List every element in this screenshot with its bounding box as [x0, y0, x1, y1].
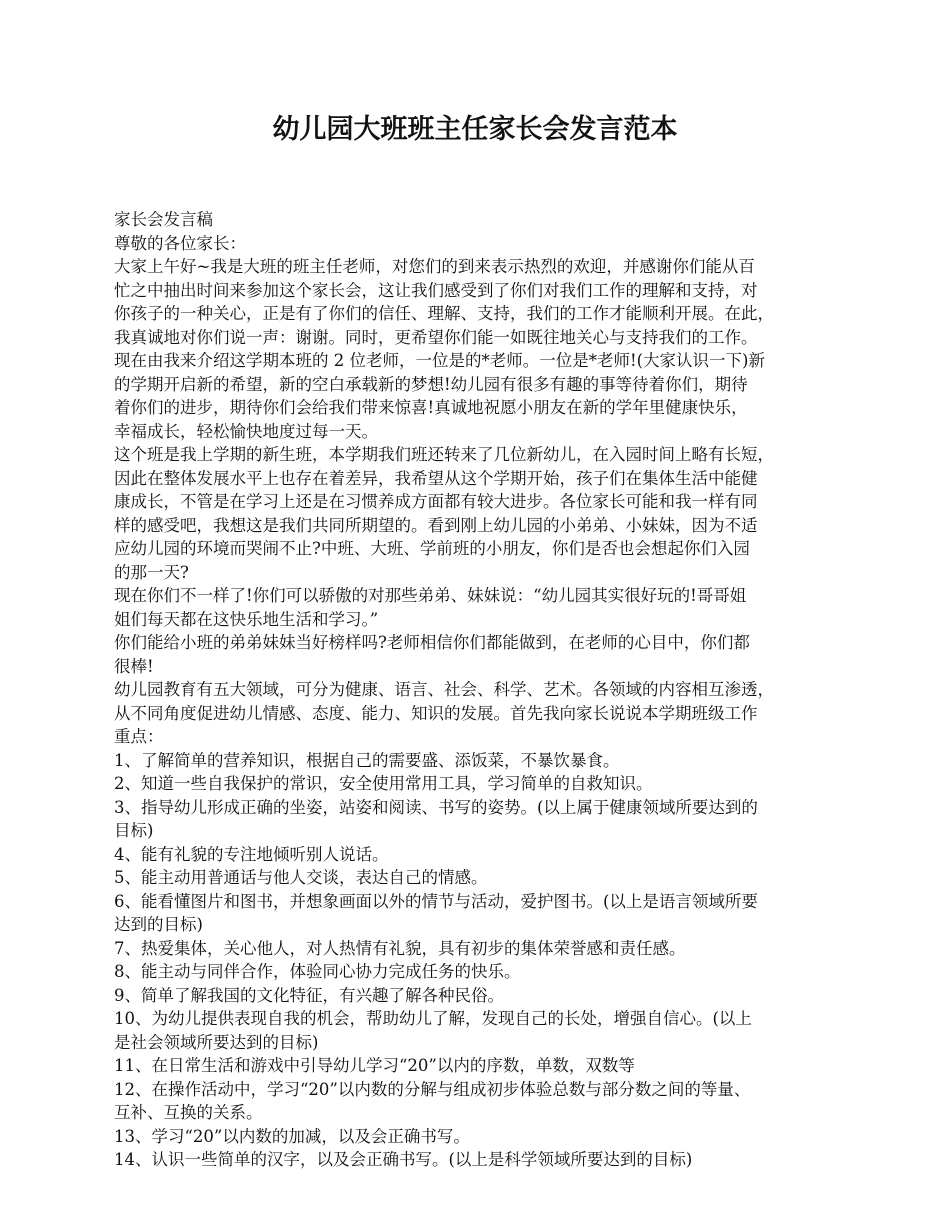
body-line: 14、认识一些简单的汉字，以及会正确书写。(以上是科学领域所要达到的目标): [114, 1150, 693, 1169]
body-line: 你孩子的一种关心，正是有了你们的信任、理解、支持，我们的工作才能顺利开展。在此，: [114, 304, 774, 323]
body-line: 现在由我来介绍这学期本班的 2 位老师，一位是的*老师。一位是*老师!(大家认识一下)新: [114, 351, 765, 370]
body-line: 11、在日常生活和游戏中引导幼儿学习“20”以内的序数，单数，双数等: [114, 1056, 635, 1075]
body-line: 目标): [114, 821, 154, 840]
body-line: 2、知道一些自我保护的常识，安全使用常用工具，学习简单的自救知识。: [114, 774, 653, 793]
body-line: 10、为幼儿提供表现自我的机会，帮助幼儿了解，发现自己的长处，增强自信心。(以上: [114, 1009, 752, 1028]
body-line: 这个班是我上学期的新生班，本学期我们班还转来了几位新幼儿，在入园时间上略有长短，: [114, 445, 774, 464]
body-line: 3、指导幼儿形成正确的坐姿，站姿和阅读、书写的姿势。(以上属于健康领域所要达到的: [114, 797, 758, 817]
body-line: 13、学习“20”以内数的加减，以及会正确书写。: [114, 1126, 470, 1146]
body-line: 因此在整体发展水平上也存在着差异，我希望从这个学期开始，孩子们在集体生活中能健: [114, 468, 758, 488]
body-line: 的学期开启新的希望，新的空白承载新的梦想!幼儿园有很多有趣的事等待着你们，期待: [114, 374, 748, 394]
body-line: 从不同角度促进幼儿情感、态度、能力、知识的发展。首先我向家长说说本学期班级工作: [114, 703, 758, 723]
body-line: 是社会领域所要达到的目标): [114, 1032, 319, 1052]
document-body: [114, 208, 856, 1172]
body-line: 达到的目标): [114, 915, 203, 934]
body-line: 姐们每天都在这快乐地生活和学习。”: [114, 609, 379, 629]
document-title: 幼儿园大班班主任家长会发言范本: [272, 114, 678, 145]
body-line: 4、能有礼貌的专注地倾听别人说话。: [114, 844, 389, 864]
body-line: 7、热爱集体，关心他人，对人热情有礼貌，具有初步的集体荣誉感和责任感。: [114, 938, 686, 958]
body-line: 很棒!: [114, 656, 154, 676]
body-line: 互补、互换的关系。: [114, 1103, 263, 1122]
body-line: 重点：: [114, 727, 164, 746]
body-line: 现在你们不一样了!你们可以骄傲的对那些弟弟、妹妹说：“幼儿园其实很好玩的!哥哥姐: [114, 586, 747, 605]
body-line: 家长会发言稿: [114, 210, 213, 229]
body-line: 着你们的进步，期待你们会给我们带来惊喜!真诚地祝愿小朋友在新的学年里健康快乐，: [114, 398, 748, 417]
body-line: 12、在操作活动中，学习“20”以内数的分解与组成初步体验总数与部分数之间的等量、: [114, 1079, 751, 1099]
body-line: 我真诚地对你们说一声：谢谢。同时，更希望你们能一如既往地关心与支持我们的工作。: [114, 327, 758, 347]
body-line: 9、简单了解我国的文化特征，有兴趣了解各种民俗。: [114, 985, 504, 1005]
body-line: 大家上午好~我是大班的班主任老师，对您们的到来表示热烈的欢迎，并感谢你们能从百: [114, 257, 755, 276]
body-line: 幼儿园教育有五大领域，可分为健康、语言、社会、科学、艺术。各领域的内容相互渗透，: [114, 680, 774, 699]
body-line: 你们能给小班的弟弟妹妹当好榜样吗?老师相信你们都能做到，在老师的心目中，你们都: [114, 633, 750, 652]
body-line: 康成长，不管是在学习上还是在习惯养成方面都有较大进步。各位家长可能和我一样有同: [114, 492, 758, 511]
body-line: 尊敬的各位家长：: [114, 233, 246, 253]
body-line: 应幼儿园的环境而哭闹不止?中班、大班、学前班的小朋友，你们是否也会想起你们入园: [114, 539, 750, 558]
body-line: 忙之中抽出时间来参加这个家长会，这让我们感受到了你们对我们工作的理解和支持，对: [114, 280, 758, 300]
body-line: 幸福成长，轻松愉快地度过每一天。: [114, 421, 378, 441]
body-line: 的那一天?: [114, 562, 189, 582]
body-line: 5、能主动用普通话与他人交谈，表达自己的情感。: [114, 868, 488, 887]
body-line: 8、能主动与同伴合作，体验同心协力完成任务的快乐。: [114, 962, 521, 981]
body-line: 1、了解简单的营养知识，根据自己的需要盛、添饭菜，不暴饮暴食。: [114, 750, 620, 770]
body-line: 样的感受吧，我想这是我们共同所期望的。看到刚上幼儿园的小弟弟、小妹妹，因为不适: [114, 515, 758, 535]
body-line: 6、能看懂图片和图书，并想象画面以外的情节与活动，爱护图书。(以上是语言领域所要: [114, 891, 758, 911]
